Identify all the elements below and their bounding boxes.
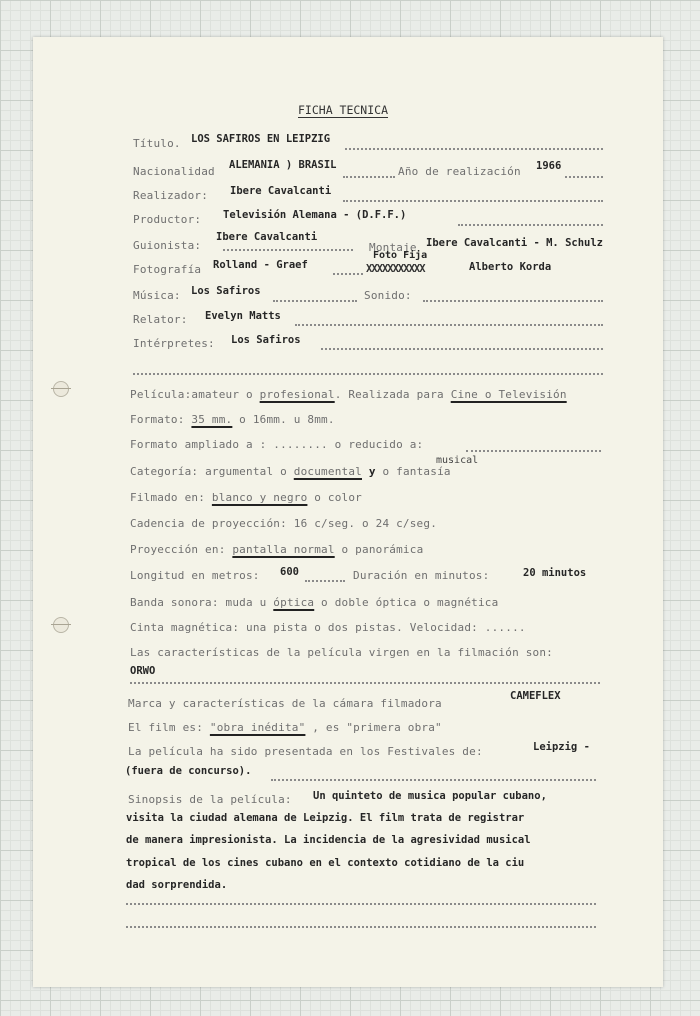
caracteristicas-value: ORWO [130, 665, 156, 677]
duracion-value: 20 minutos [523, 567, 587, 579]
pelicula-destino: Cine o Televisión [450, 388, 567, 401]
proyeccion-label: Proyección en: [130, 543, 226, 556]
banda-row [130, 596, 498, 609]
proyeccion-selected: pantalla normal [232, 543, 335, 556]
pelicula-selected: profesional [259, 388, 335, 401]
pelicula-option: amateur o [191, 388, 260, 401]
film-es-rest: , es "primera obra" [305, 721, 442, 734]
montaje-label: Montaje [369, 241, 417, 254]
longitud-label: Longitud en metros: [130, 569, 260, 582]
cadencia-label: Cadencia de proyección: [130, 517, 287, 530]
nacionalidad-label: Nacionalidad [133, 165, 215, 178]
film-es-row [128, 721, 442, 734]
categoria-row [130, 465, 451, 478]
dotted-line [321, 348, 603, 350]
realizador-label: Realizador: [133, 189, 209, 202]
categoria-y: y [362, 465, 376, 478]
dotted-line [273, 300, 357, 302]
guionista-label: Guionista: [133, 239, 202, 252]
categoria-selected: documental [293, 465, 362, 478]
montaje-value: Ibere Cavalcanti - M. Schulz [426, 237, 604, 249]
punch-hole [53, 381, 69, 397]
dotted-line [343, 200, 603, 202]
ano-value: 1966 [536, 160, 562, 172]
banda-pre: muda u [225, 596, 274, 609]
pelicula-row [130, 388, 567, 401]
crossed-out-text: XXXXXXXXXXX [366, 263, 425, 275]
formato-label: Formato: [130, 413, 185, 426]
relator-value: Evelyn Matts [205, 310, 281, 322]
dotted-line [305, 580, 345, 582]
musica-label: Música: [133, 289, 181, 302]
sinopsis-line: dad sorprendida. [126, 879, 228, 891]
formato-ampliado: Formato ampliado a : ........ o reducido a: [130, 438, 424, 451]
festivales-value-2: (fuera de concurso). [125, 765, 252, 777]
marca-value: CAMEFLEX [510, 690, 561, 702]
pelicula-mid: . Realizada para [334, 388, 444, 401]
dotted-line [423, 300, 603, 302]
fotografia-value: Rolland - Graef [213, 259, 308, 271]
proyeccion-rest: o panorámica [334, 543, 424, 556]
dotted-line [133, 373, 603, 375]
titulo-value: LOS SAFIROS EN LEIPZIG [191, 133, 331, 145]
punch-hole [53, 617, 69, 633]
dotted-line [333, 273, 363, 275]
dotted-line [458, 224, 603, 226]
filmado-row [130, 491, 362, 504]
sonido-label: Sonido: [364, 289, 412, 302]
categoria-rest: o fantasía [382, 465, 451, 478]
cinta-row [130, 621, 526, 634]
categoria-label: Categoría: [130, 465, 199, 478]
dotted-line [345, 148, 603, 150]
nacionalidad-value: ALEMANIA ) BRASIL [229, 159, 337, 171]
proyeccion-row [130, 543, 423, 556]
duracion-label: Duración en minutos: [353, 569, 490, 582]
dotted-line [130, 682, 600, 684]
banda-rest: o doble óptica o magnética [314, 596, 499, 609]
longitud-value: 600 [280, 566, 299, 578]
filmado-selected: blanco y negro [211, 491, 308, 504]
productor-label: Productor: [133, 213, 202, 226]
ano-label: Año de realización [398, 165, 521, 178]
page-title: FICHA TECNICA [298, 103, 389, 117]
formato-row [130, 413, 335, 426]
dotted-line [295, 324, 603, 326]
sinopsis-line: visita la ciudad alemana de Leipzig. El film trata de registrar [126, 812, 525, 824]
cadencia-row [130, 517, 437, 530]
banda-selected: óptica [273, 596, 315, 609]
sinopsis-label: Sinopsis de la película: [128, 793, 292, 806]
categoria-handwritten: musical [436, 455, 479, 466]
titulo-label: Título. [133, 137, 181, 150]
dotted-line [126, 926, 596, 928]
marca-label: Marca y características de la cámara filmadora [128, 697, 442, 710]
festivales-value: Leipzig - [533, 741, 590, 753]
musica-value: Los Safiros [191, 285, 261, 297]
dotted-line [126, 903, 596, 905]
cadencia-rest: 16 c/seg. o 24 c/seg. [293, 517, 438, 530]
categoria-option: argumental o [205, 465, 294, 478]
dotted-line [271, 779, 596, 781]
filmado-label: Filmado en: [130, 491, 206, 504]
pelicula-label: Película: [130, 388, 192, 401]
relator-label: Relator: [133, 313, 188, 326]
interpretes-label: Intérpretes: [133, 337, 215, 350]
dotted-line [565, 176, 603, 178]
film-es-label: El film es: [128, 721, 204, 734]
document-sheet [33, 37, 663, 987]
formato-rest: o 16mm. u 8mm. [232, 413, 335, 426]
caracteristicas-label: Las características de la película virgen en la filmación son: [130, 646, 553, 659]
sinopsis-line: Un quinteto de musica popular cubano, [313, 790, 547, 802]
interpretes-value: Los Safiros [231, 334, 301, 346]
foto-fija-label: Foto Fija [373, 250, 428, 261]
sinopsis-line: tropical de los cines cubano en el contexto cotidiano de la ciu [126, 857, 525, 869]
festivales-label: La película ha sido presentada en los Festivales de: [128, 745, 483, 758]
dotted-line [223, 249, 353, 251]
fotografia-label: Fotografía [133, 263, 202, 276]
dotted-line [343, 176, 395, 178]
cinta-label: Cinta magnética: [130, 621, 240, 634]
filmado-rest: o color [307, 491, 363, 504]
film-es-selected: "obra inédita" [209, 721, 306, 734]
guionista-value: Ibere Cavalcanti [216, 231, 318, 243]
productor-value: Televisión Alemana - (D.F.F.) [223, 209, 407, 221]
formato-selected: 35 mm. [191, 413, 233, 426]
realizador-value: Ibere Cavalcanti [230, 185, 332, 197]
cinta-rest: una pista o dos pistas. Velocidad: ...... [246, 621, 526, 634]
sinopsis-line: de manera impresionista. La incidencia de la agresividad musical [126, 834, 531, 846]
banda-label: Banda sonora: [130, 596, 219, 609]
foto-fija-value: Alberto Korda [469, 261, 552, 273]
dotted-line [466, 450, 601, 452]
